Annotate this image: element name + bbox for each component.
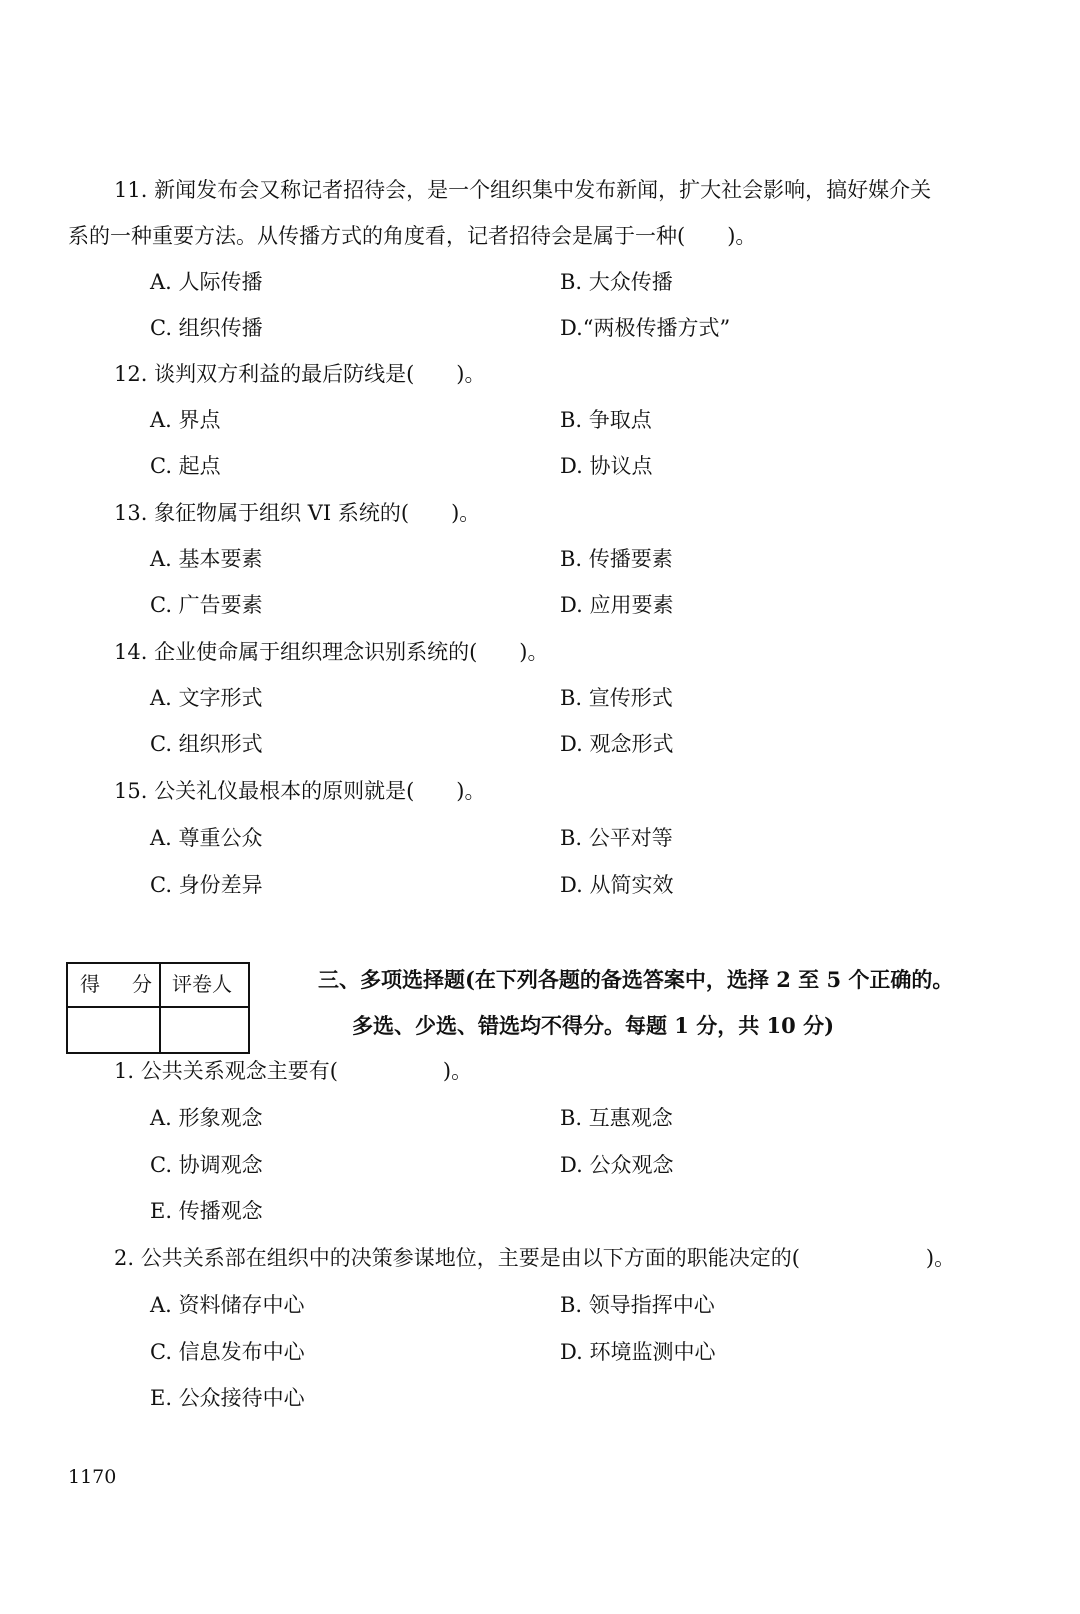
multi-question-1-stem: 1. 公共关系观念主要有( )。 xyxy=(114,1059,473,1083)
question-13-option-a: A. 基本要素 xyxy=(150,547,263,571)
question-14-option-c: C. 组织形式 xyxy=(150,732,263,756)
score-cell[interactable] xyxy=(68,1008,159,1054)
section-3-instructions: 多选、少选、错选均不得分。每题 1 分，共 10 分) xyxy=(352,1013,835,1038)
multi-question-1-option-b: B. 互惠观念 xyxy=(560,1106,673,1130)
question-11-option-c: C. 组织传播 xyxy=(150,316,263,340)
question-14-option-a: A. 文字形式 xyxy=(150,686,263,710)
question-11-option-d: D.“两极传播方式” xyxy=(560,316,731,340)
question-15-option-d: D. 从简实效 xyxy=(560,873,674,897)
question-13-option-b: B. 传播要素 xyxy=(560,547,673,571)
question-14-option-b: B. 宣传形式 xyxy=(560,686,673,710)
multi-question-2-option-a: A. 资料储存中心 xyxy=(150,1293,305,1317)
question-14-option-d: D. 观念形式 xyxy=(560,732,674,756)
multi-question-2-option-b: B. 领导指挥中心 xyxy=(560,1293,715,1317)
question-13-stem: 13. 象征物属于组织 VI 系统的( )。 xyxy=(114,501,481,525)
section-3-title: 三、多项选择题(在下列各题的备选答案中，选择 2 至 5 个正确的。 xyxy=(318,967,954,992)
question-12-option-b: B. 争取点 xyxy=(560,408,652,432)
question-11-option-b: B. 大众传播 xyxy=(560,270,673,294)
question-15-option-a: A. 尊重公众 xyxy=(150,826,263,850)
question-15-option-c: C. 身份差异 xyxy=(150,873,263,897)
page-number: 1170 xyxy=(68,1466,117,1488)
grader-cell[interactable] xyxy=(161,1008,250,1054)
score-header: 得 分 xyxy=(80,972,158,996)
question-11-stem: 11. 新闻发布会又称记者招待会，是一个组织集中发布新闻，扩大社会影响，搞好媒介关 xyxy=(114,178,932,202)
score-table xyxy=(66,962,250,1054)
question-12-option-c: C. 起点 xyxy=(150,454,221,478)
question-12-option-a: A. 界点 xyxy=(150,408,221,432)
question-11-stem-continued: 系的一种重要方法。从传播方式的角度看，记者招待会是属于一种( )。 xyxy=(68,224,757,248)
grader-header: 评卷人 xyxy=(172,972,232,996)
multi-question-1-option-e: E. 传播观念 xyxy=(150,1199,263,1223)
question-13-option-c: C. 广告要素 xyxy=(150,593,263,617)
multi-question-2-option-d: D. 环境监测中心 xyxy=(560,1340,716,1364)
multi-question-1-option-d: D. 公众观念 xyxy=(560,1153,674,1177)
question-15-option-b: B. 公平对等 xyxy=(560,826,673,850)
multi-question-2-option-c: C. 信息发布中心 xyxy=(150,1340,305,1364)
multi-question-1-option-a: A. 形象观念 xyxy=(150,1106,263,1130)
question-11-option-a: A. 人际传播 xyxy=(150,270,263,294)
question-14-stem: 14. 企业使命属于组织理念识别系统的( )。 xyxy=(114,640,549,664)
question-12-stem: 12. 谈判双方利益的最后防线是( )。 xyxy=(114,362,486,386)
question-13-option-d: D. 应用要素 xyxy=(560,593,674,617)
multi-question-1-option-c: C. 协调观念 xyxy=(150,1153,263,1177)
question-15-stem: 15. 公关礼仪最根本的原则就是( )。 xyxy=(114,779,486,803)
question-12-option-d: D. 协议点 xyxy=(560,454,653,478)
multi-question-2-option-e: E. 公众接待中心 xyxy=(150,1386,305,1410)
multi-question-2-stem: 2. 公共关系部在组织中的决策参谋地位，主要是由以下方面的职能决定的( )。 xyxy=(114,1246,956,1270)
